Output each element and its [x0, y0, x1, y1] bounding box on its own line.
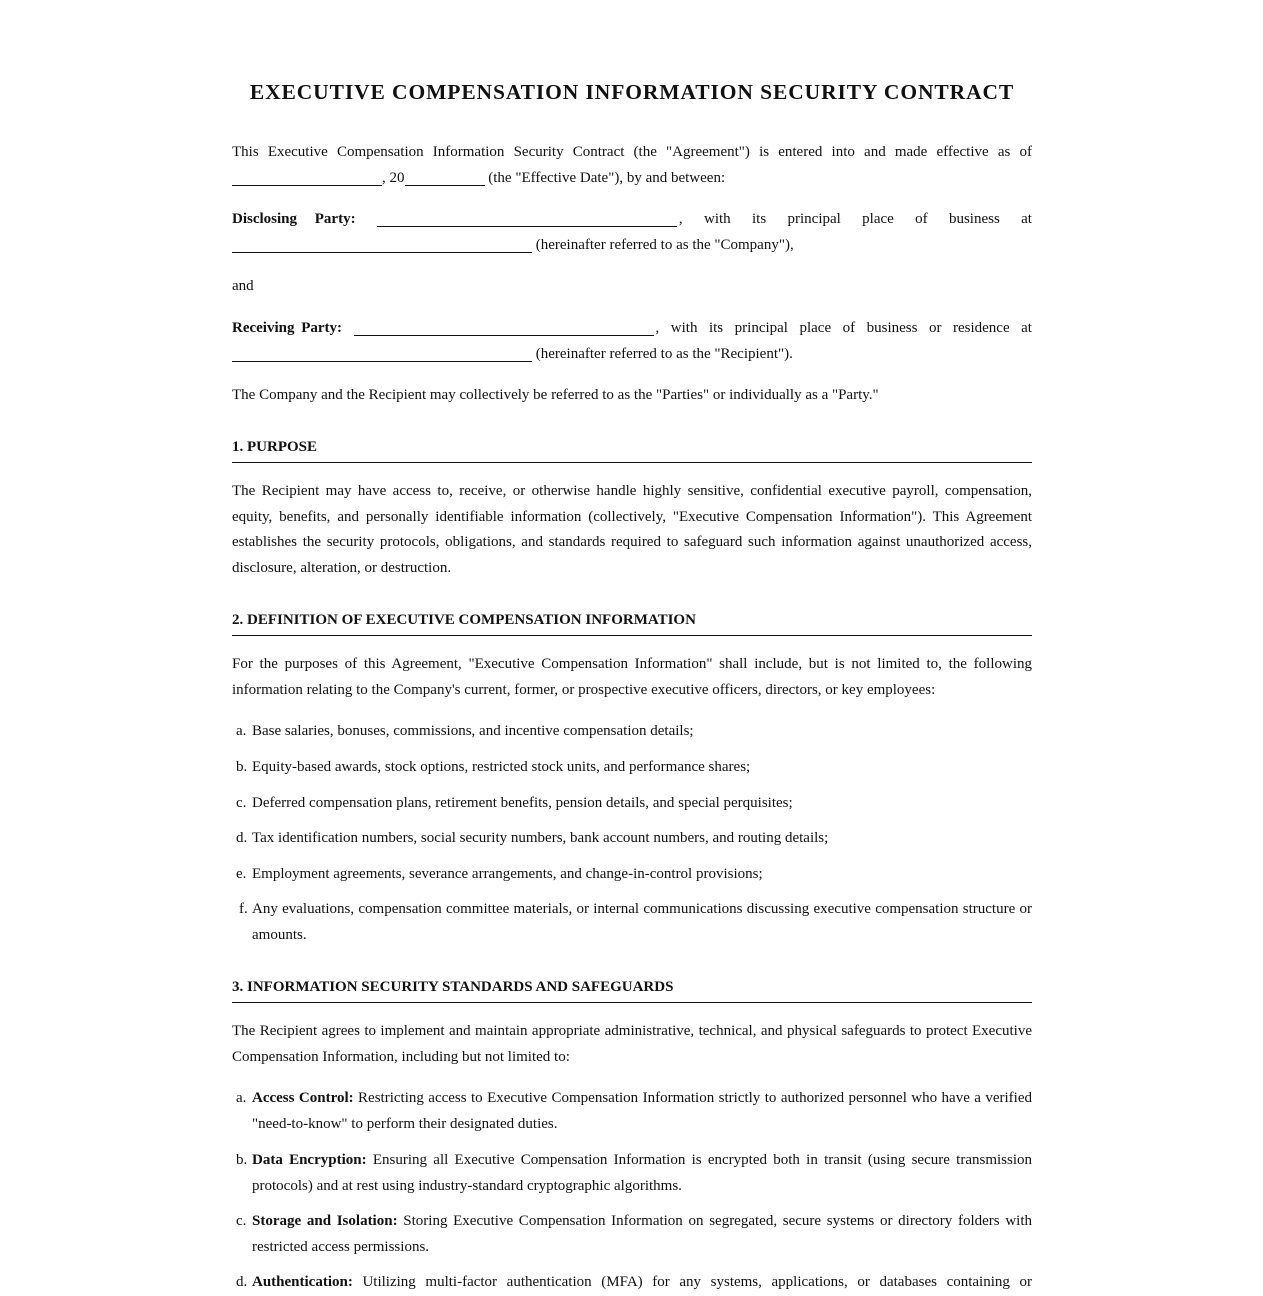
disclosing-comma: , — [678, 211, 683, 227]
list-item-term: Authentication: — [252, 1274, 353, 1290]
receiving-comma: , — [655, 320, 660, 336]
section-heading-definition: 2. DEFINITION OF EXECUTIVE COMPENSATION INFORMATION — [232, 610, 1032, 636]
list-marker: c. — [236, 1213, 247, 1229]
list-marker: d. — [236, 1274, 248, 1290]
section-heading-purpose: 1. PURPOSE — [232, 437, 1032, 463]
intro-line-2 — [232, 166, 1032, 192]
receiving-word: of — [842, 320, 856, 336]
list-item — [232, 897, 1032, 948]
disclosing-word: of — [915, 211, 928, 227]
receiving-word: with — [670, 320, 698, 336]
section-heading-security: 3. INFORMATION SECURITY STANDARDS AND SAFEGUARDS — [232, 977, 1032, 1003]
disclosing-line-2 — [232, 233, 1032, 259]
disclosing-address-blank[interactable] — [232, 236, 532, 253]
list-item — [232, 791, 1032, 817]
disclosing-party-label: Disclosing Party: — [232, 211, 356, 227]
disclosing-line-1 — [232, 207, 1032, 233]
document-title: EXECUTIVE COMPENSATION INFORMATION SECURITY CONTRACT — [249, 80, 1015, 104]
purpose-paragraph: The Recipient may have access to, receive, or otherwise handle highly sensitive, confidential executive payroll, compensation, equity, benefits, and personally identifiable information (collectively, "Executive Compensation Information"). This Agreement establishes the security protocols, obligations, and standards required to safeguard such information against unauthorized access, disclosure, alteration, or destruction. — [232, 483, 1032, 576]
list-item-description: Restricting access to Executive Compensation Information strictly to authorized personnel who have a verified "need-to-know" to perform their designated duties. — [252, 1090, 1032, 1132]
disclosing-word: at — [1021, 211, 1032, 227]
disclosing-party-paragraph — [232, 207, 1032, 258]
effective-date-suffix: (the "Effective Date"), by and between: — [488, 169, 726, 186]
year-prefix: , 20 — [382, 169, 405, 186]
and-text: and — [232, 278, 254, 294]
list-item — [232, 862, 1032, 888]
list-marker: e. — [236, 866, 247, 882]
receiving-word: principal — [734, 320, 788, 336]
receiving-word: business — [866, 320, 918, 336]
list-marker: f. — [239, 901, 248, 917]
receiving-word: at — [1021, 320, 1032, 336]
list-marker: b. — [236, 1152, 248, 1168]
receiving-party-name-blank[interactable] — [354, 319, 654, 336]
list-item-text: Equity-based awards, stock options, restricted stock units, and performance shares; — [252, 759, 751, 775]
receiving-word: place — [799, 320, 832, 336]
disclosing-word: principal — [787, 211, 841, 227]
list-item-text: Employment agreements, severance arrangements, and change-in-control provisions; — [252, 866, 763, 882]
list-item — [232, 1209, 1032, 1260]
list-item — [232, 826, 1032, 852]
list-marker: a. — [236, 1090, 247, 1106]
disclosing-suffix: (hereinafter referred to as the "Company"), — [535, 236, 794, 253]
list-item-term: Access Control: — [252, 1090, 354, 1106]
disclosing-word: business — [948, 211, 1000, 227]
receiving-word: or — [928, 320, 942, 336]
list-item-text — [252, 1148, 1032, 1199]
intro-paragraph — [232, 140, 1032, 191]
disclosing-word: place — [862, 211, 894, 227]
security-paragraph: The Recipient agrees to implement and maintain appropriate administrative, technical, and physical safeguards to protect Executive Compensation Information, including but not limited to: — [232, 1023, 1032, 1065]
list-item-term: Data Encryption: — [252, 1152, 367, 1168]
disclosing-word: with — [703, 211, 731, 227]
list-item-text — [252, 1086, 1032, 1137]
list-marker: a. — [236, 723, 247, 739]
list-item-text: Deferred compensation plans, retirement benefits, pension details, and special perquisites; — [252, 795, 793, 811]
receiving-word: its — [708, 320, 724, 336]
list-item-text — [252, 1209, 1032, 1260]
disclosing-party-name-blank[interactable] — [377, 210, 677, 227]
list-item-text — [252, 1270, 1032, 1296]
list-item-text: Tax identification numbers, social security numbers, bank account numbers, and routing details; — [252, 830, 829, 846]
receiving-address-blank[interactable] — [232, 345, 532, 362]
list-marker: d. — [236, 830, 248, 846]
receiving-party-label: Receiving Party: — [232, 320, 343, 336]
intro-text: This Executive Compensation Information Security Contract (the "Agreement") is entered into and made effective as of — [232, 144, 1032, 160]
parties-definition: The Company and the Recipient may collectively be referred to as the "Parties" or individually as a "Party." — [232, 387, 879, 403]
list-item-description: Utilizing multi-factor authentication (MFA) for any systems, applications, or databases containing or — [362, 1274, 1032, 1290]
list-item — [232, 719, 1032, 745]
list-item-text: Any evaluations, compensation committee materials, or internal communications discussing executive compensation structure or amounts. — [252, 901, 1032, 943]
list-marker: c. — [236, 795, 247, 811]
receiving-suffix: (hereinafter referred to as the "Recipient"). — [535, 345, 793, 362]
list-item-term: Storage and Isolation: — [252, 1213, 398, 1229]
list-item-text: Base salaries, bonuses, commissions, and incentive compensation details; — [252, 723, 694, 739]
list-item-description: Storing Executive Compensation Information on segregated, secure systems or directory folders with restricted access permissions. — [252, 1213, 1033, 1255]
list-item — [232, 1148, 1032, 1199]
definition-paragraph: For the purposes of this Agreement, "Executive Compensation Information" shall include, but is not limited to, the following information relating to the Company's current, former, or prospective executive officers, directors, or key employees: — [232, 656, 1032, 698]
effective-date-blank[interactable] — [232, 169, 382, 186]
list-item — [232, 1270, 1032, 1296]
disclosing-word: its — [751, 211, 767, 227]
receiving-line-1 — [232, 316, 1032, 342]
list-item — [232, 755, 1032, 781]
list-item-description: Ensuring all Executive Compensation Information is encrypted both in transit (using secure transmission protocols) and at rest using industry-standard cryptographic algorithms. — [252, 1152, 1032, 1194]
receiving-line-2 — [232, 342, 1032, 368]
receiving-word: residence — [952, 320, 1010, 336]
list-marker: b. — [236, 759, 248, 775]
intro-line-1 — [232, 140, 1032, 166]
list-item — [232, 1086, 1032, 1137]
receiving-party-paragraph — [232, 316, 1032, 367]
effective-year-blank[interactable] — [405, 169, 485, 186]
